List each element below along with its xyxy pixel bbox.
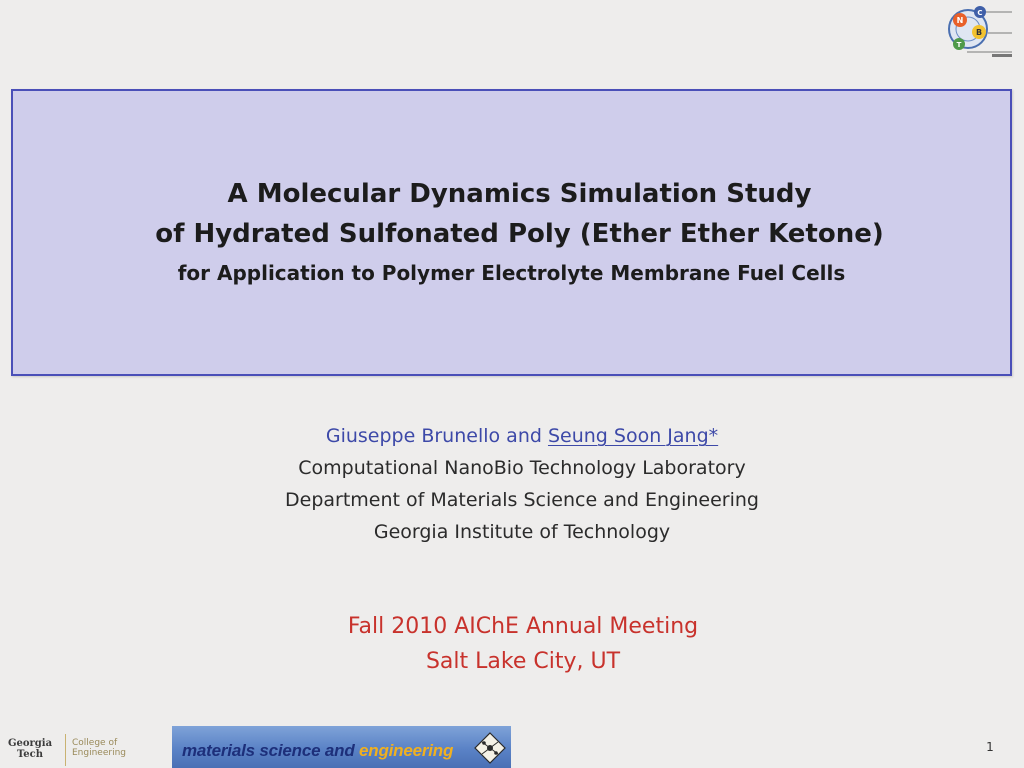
mse-banner-text [182,741,453,761]
authors-conjunction: and [500,425,548,447]
gt-line-2: Tech [16,749,43,760]
author-2-link[interactable]: Seung Soon Jang* [547,425,719,447]
gt-line-1: Georgia [7,738,53,749]
authors-block [0,420,1024,548]
mse-banner-text-part-1: materials science and [182,741,360,760]
affiliation-institute: Georgia Institute of Technology [373,521,671,543]
meeting-block [0,609,1024,679]
slide-subtitle: for Application to Polymer Electrolyte Membrane Fuel Cells [177,260,846,285]
authors-line [0,420,1024,452]
college-line-1: College of [72,738,118,748]
gt-divider [65,734,66,766]
affiliation-department: Department of Materials Science and Engineering [285,489,759,511]
slide-title-line-2: of Hydrated Sulfonated Poly (Ether Ether Ketone) [155,218,884,249]
mse-crystal-icon [472,730,508,766]
title-box [11,89,1012,376]
logo-letter-n: N [956,16,964,25]
nbt-lab-logo [946,2,1022,62]
georgia-tech-logo [0,730,168,768]
meeting-location: Salt Lake City, UT [425,649,621,674]
college-of-engineering [72,738,168,758]
gt-wordmark [0,738,62,760]
page-number: 1 [986,740,994,754]
college-line-2: Engineering [72,748,126,758]
logo-letter-t: T [956,41,962,49]
logo-letter-b: B [975,28,983,37]
mse-banner-text-part-2: engineering [359,741,454,760]
affiliation-lab: Computational NanoBio Technology Laboratory [298,457,746,479]
author-1: Giuseppe Brunello [325,425,501,447]
mse-banner [172,726,511,768]
logo-letter-c: C [977,9,983,17]
slide-title-line-1: A Molecular Dynamics Simulation Study [227,178,812,209]
meeting-name: Fall 2010 AIChE Annual Meeting [347,614,699,639]
